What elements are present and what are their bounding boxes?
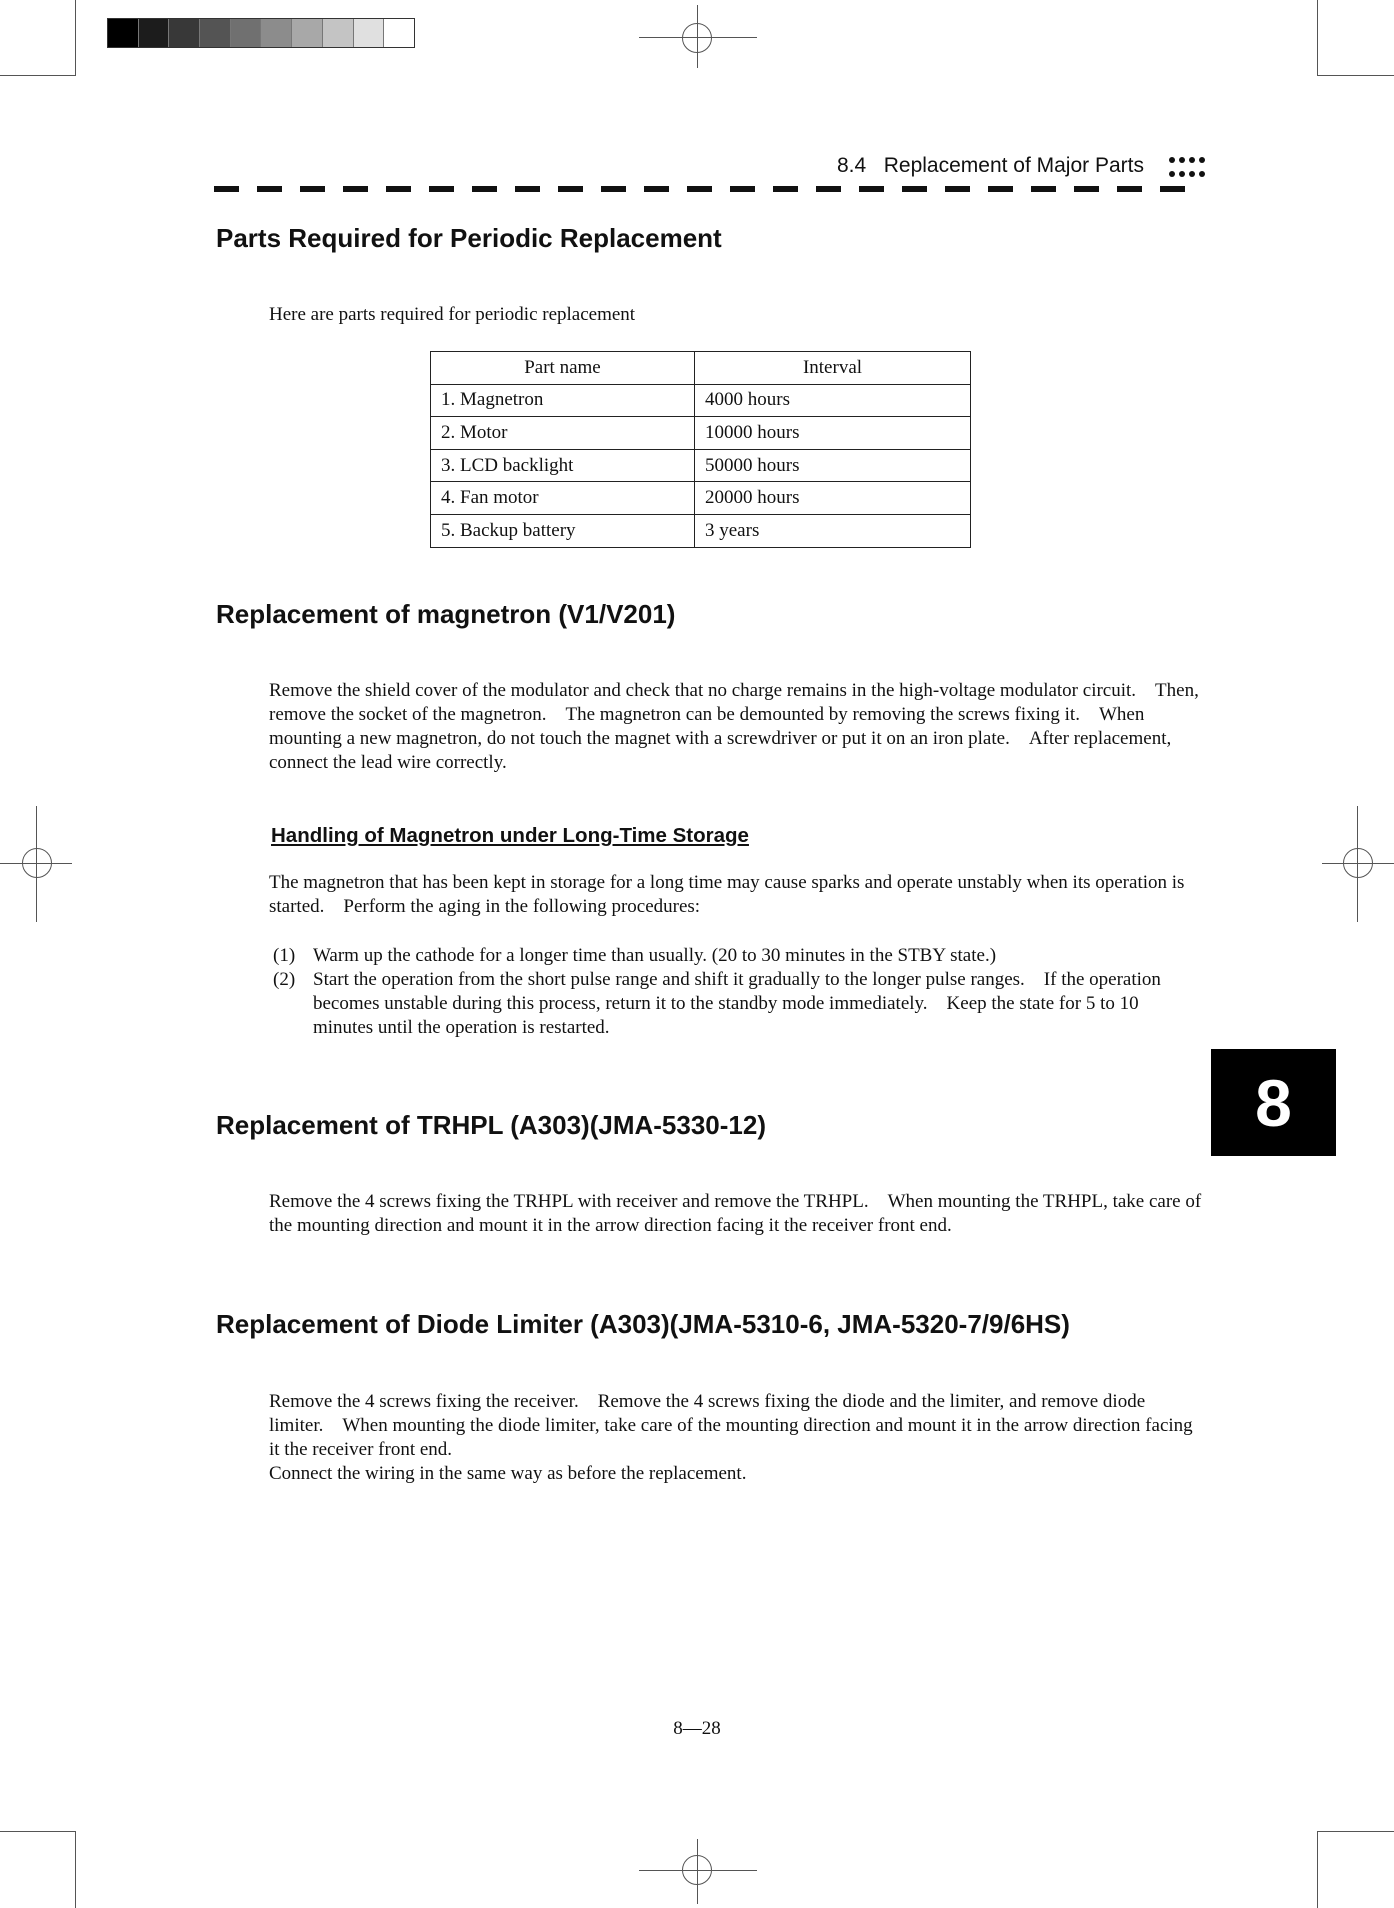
part-name-cell: 4. Fan motor [431, 482, 695, 515]
page-number: 8—28 [673, 1718, 721, 1739]
table-row [431, 449, 971, 482]
diode-body-wiring: Connect the wiring in the same way as before the replacement. [269, 1463, 747, 1484]
column-header-interval: Interval [695, 352, 971, 385]
step-text: Warm up the cathode for a longer time than usually. (20 to 30 minutes in the STBY state.) [313, 945, 997, 966]
part-name-cell: 5. Backup battery [431, 514, 695, 547]
gray-scale-strip [107, 18, 415, 48]
periodic-intro: Here are parts required for periodic replacement [269, 304, 636, 325]
storage-heading: Handling of Magnetron under Long-Time Storage [271, 824, 749, 847]
diode-heading: Replacement of Diode Limiter (A303)(JMA-5310-6, JMA-5320-7/9/6HS) [216, 1309, 1070, 1339]
step-text: Start the operation from the short pulse range and shift it gradually to the longer pulse ranges. If the operation becomes unstable during this process, return it to the standby mode immediately. Keep the state for 5 to 10 minutes until the operation is restarted. [313, 969, 1161, 1038]
list-item [273, 944, 1203, 968]
section-title: Replacement of Major Parts [883, 154, 1144, 177]
interval-cell: 3 years [695, 514, 971, 547]
part-name-cell: 1. Magnetron [431, 384, 695, 417]
table-row [431, 417, 971, 450]
gray-swatch [230, 19, 261, 47]
part-name-cell: 2. Motor [431, 417, 695, 450]
gray-swatch [291, 19, 322, 47]
gray-swatch [260, 19, 291, 47]
aging-steps [273, 944, 1203, 1040]
table-header-row [431, 352, 971, 385]
section-number: 8.4 [837, 154, 867, 177]
table-row [431, 482, 971, 515]
running-header [837, 154, 1144, 178]
gray-swatch [383, 19, 414, 47]
gray-swatch [168, 19, 199, 47]
diode-body: Remove the 4 screws fixing the receiver. Remove the 4 screws fixing the diode and the limiter, and remove diode limiter. When mounting the diode limiter, take care of the mounting direction and mount it in the arrow direction facing it the receiver front end. Connect the wiring in the same way as before the replacement. [269, 1390, 1207, 1486]
interval-cell: 4000 hours [695, 384, 971, 417]
trhpl-heading: Replacement of TRHPL (A303)(JMA-5330-12) [216, 1110, 766, 1140]
gray-swatch [322, 19, 353, 47]
interval-cell: 20000 hours [695, 482, 971, 515]
step-number: (2) [273, 969, 296, 990]
magnetron-body: Remove the shield cover of the modulator and check that no charge remains in the high-voltage modulator circuit. Then, remove the socket of the magnetron. The magnetron can be demounted by removing the screws fixing it. When mounting a new magnetron, do not touch the magnet with a screwdriver or put it on an iron plate. After replacement, connect the lead wire correctly. [269, 680, 1199, 773]
part-name-cell: 3. LCD backlight [431, 449, 695, 482]
gray-swatch [199, 19, 230, 47]
gray-swatch [138, 19, 169, 47]
column-header-part: Part name [431, 352, 695, 385]
chapter-tab: 8 [1211, 1049, 1336, 1156]
header-dashed-rule [214, 186, 1202, 192]
table-row [431, 384, 971, 417]
interval-cell: 10000 hours [695, 417, 971, 450]
gray-swatch [353, 19, 384, 47]
parts-table [430, 351, 971, 548]
table-row [431, 514, 971, 547]
storage-body: The magnetron that has been kept in storage for a long time may cause sparks and operate unstably when its operation is started. Perform the aging in the following procedures: [269, 872, 1185, 917]
periodic-heading: Parts Required for Periodic Replacement [216, 223, 722, 253]
trhpl-body: Remove the 4 screws fixing the TRHPL with receiver and remove the TRHPL. When mounting the TRHPL, take care of the mounting direction and mount it in the arrow direction facing it the receiver front end. [269, 1191, 1202, 1236]
magnetron-heading: Replacement of magnetron (V1/V201) [216, 599, 676, 629]
list-item [273, 968, 1203, 1040]
section-dots-icon [1168, 155, 1208, 181]
gray-swatch [108, 19, 138, 47]
interval-cell: 50000 hours [695, 449, 971, 482]
step-number: (1) [273, 945, 296, 966]
